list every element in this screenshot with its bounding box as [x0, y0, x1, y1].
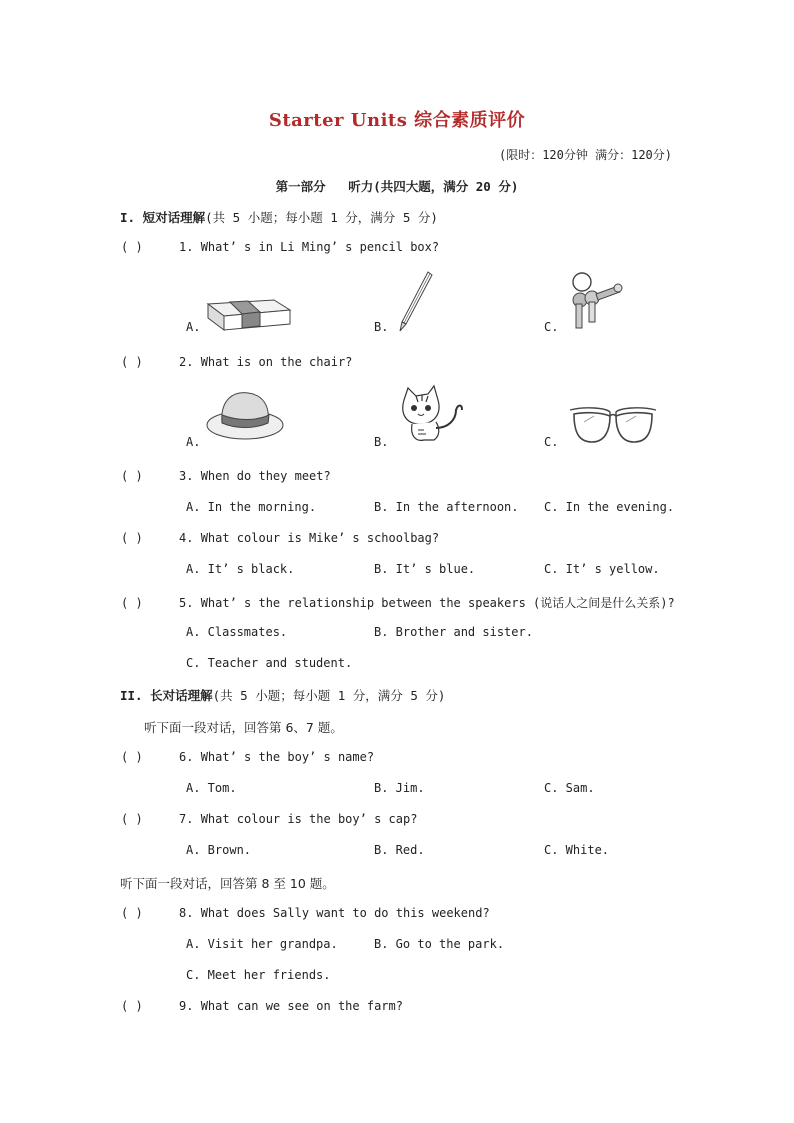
question-4	[121, 531, 439, 545]
section-rule: (共 5 小题；每小题 1 分，满分 5 分)	[212, 688, 446, 703]
option-label: B.	[374, 320, 389, 334]
question-text: What is on the chair?	[200, 355, 353, 369]
option-b: B. Brother and sister.	[374, 625, 533, 639]
section-num: II.	[120, 688, 143, 703]
part-name: 第一部分	[275, 179, 326, 194]
question-number: 5.	[179, 596, 194, 610]
question-text: What colour is the boy’ s cap?	[200, 812, 418, 826]
question-number: 1.	[179, 240, 194, 254]
question-6	[121, 750, 374, 764]
question-text: What colour is Mike’ s schoolbag?	[200, 531, 440, 545]
option-b: B. Red.	[374, 843, 425, 857]
question-number: 8.	[179, 906, 194, 920]
section-num: I.	[120, 210, 136, 225]
question-text: What can we see on the farm?	[200, 999, 403, 1013]
page-title: Starter Units 综合素质评价	[268, 110, 526, 131]
listening-instruction: 听下面一段对话，回答第 8 至 10 题。	[120, 876, 335, 891]
keys-picture	[560, 268, 630, 334]
question-number: 7.	[179, 812, 194, 826]
option-a: A. Visit her grandpa.	[186, 937, 338, 951]
question-1	[121, 240, 439, 254]
option-b: B. In the afternoon.	[374, 500, 519, 514]
option-a: A. Tom.	[186, 781, 237, 795]
option-label: A.	[186, 435, 201, 449]
question-3	[121, 469, 331, 483]
question-number: 2.	[179, 355, 194, 369]
section-rule: (共 5 小题；每小题 1 分，满分 5 分)	[205, 210, 438, 225]
question-number: 3.	[179, 469, 194, 483]
answer-blank[interactable]: ( )	[121, 906, 143, 920]
question-number: 6.	[179, 750, 194, 764]
answer-blank[interactable]: ( )	[121, 469, 143, 483]
option-b: B. Jim.	[374, 781, 425, 795]
answer-blank[interactable]: ( )	[121, 596, 143, 610]
answer-blank[interactable]: ( )	[121, 531, 143, 545]
section-heading-2	[120, 686, 445, 704]
question-9	[121, 999, 403, 1013]
question-2	[121, 355, 352, 369]
question-text: What does Sally want to do this weekend?	[200, 906, 490, 920]
hat-picture	[204, 385, 286, 445]
answer-blank[interactable]: ( )	[121, 240, 143, 254]
pencil-picture	[396, 268, 436, 334]
option-a: A. In the morning.	[186, 500, 317, 514]
question-text: What’ s in Li Ming’ s pencil box?	[200, 240, 440, 254]
option-c: C. Teacher and student.	[186, 656, 353, 670]
part-desc: 听力(共四大题，满分 20 分)	[348, 179, 519, 194]
option-b: B. Go to the park.	[374, 937, 505, 951]
question-number: 4.	[179, 531, 194, 545]
question-text: When do they meet?	[200, 469, 331, 483]
option-label: B.	[374, 435, 389, 449]
part-desc-title	[348, 179, 518, 194]
answer-blank[interactable]: ( )	[121, 999, 143, 1013]
question-7	[121, 812, 417, 826]
answer-blank[interactable]: ( )	[121, 355, 143, 369]
answer-blank[interactable]: ( )	[121, 750, 143, 764]
cat-picture	[394, 384, 466, 446]
question-text: What’ s the relationship between the speakers (说话人之间是什么关系)?	[200, 596, 675, 610]
option-label: A.	[186, 320, 201, 334]
option-c: C. It’ s yellow.	[544, 562, 660, 576]
answer-blank[interactable]: ( )	[121, 812, 143, 826]
option-label: C.	[544, 435, 559, 449]
option-label: C.	[544, 320, 559, 334]
question-8	[121, 906, 490, 920]
option-a: A. Classmates.	[186, 625, 288, 639]
option-c: C. White.	[544, 843, 610, 857]
option-c: C. Sam.	[544, 781, 595, 795]
eraser-picture	[204, 292, 294, 334]
glasses-picture	[566, 402, 660, 446]
question-number: 9.	[179, 999, 194, 1013]
option-c: C. In the evening.	[544, 500, 675, 514]
option-c: C. Meet her friends.	[186, 968, 331, 982]
question-5	[121, 594, 675, 611]
section-title: 长对话理解	[150, 688, 213, 703]
listening-instruction: 听下面一段对话，回答第 6、7 题。	[144, 720, 343, 735]
section-heading-1	[120, 208, 438, 226]
part-heading	[0, 177, 794, 195]
question-text: What’ s the boy’ s name?	[200, 750, 375, 764]
option-a: A. Brown.	[186, 843, 252, 857]
time-limit: (限时：120分钟 满分：120分)	[498, 148, 672, 162]
section-title: 短对话理解	[142, 210, 206, 225]
option-b: B. It’ s blue.	[374, 562, 476, 576]
option-a: A. It’ s black.	[186, 562, 295, 576]
